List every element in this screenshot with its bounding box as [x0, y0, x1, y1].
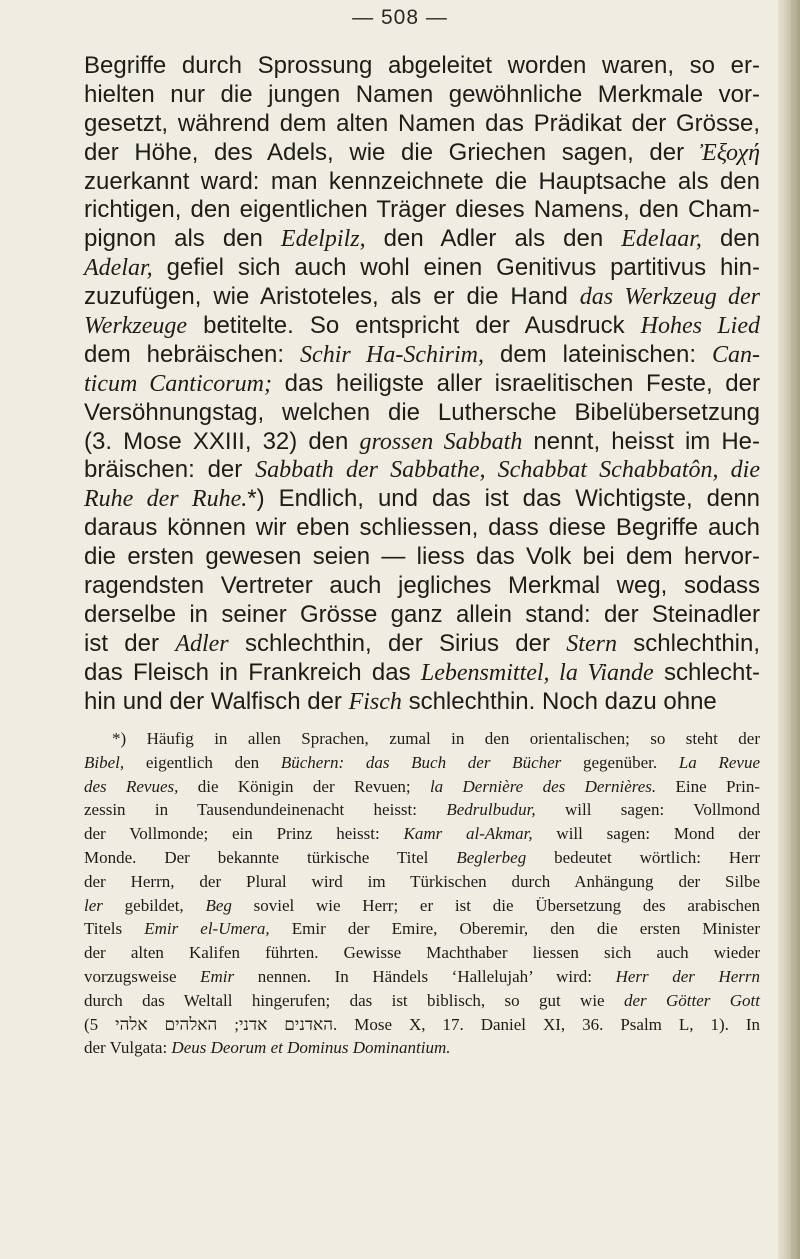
- footnote-line: *) Häufig in allen Sprachen, zumal in den orientalischen; so steht der: [112, 729, 760, 748]
- text-line: ist der Adler schlechthin, der Sirius der Stern schlechthin,: [84, 629, 761, 657]
- text-line: Ruhe der Ruhe.*) Endlich, und das ist das Wichtigste, denn: [84, 485, 761, 513]
- page-number: — 508 —: [352, 6, 448, 29]
- text-line: zuzufügen, wie Aristoteles, als er die Hand das Werkzeug der: [84, 283, 761, 311]
- text-line: bräischen: der Sabbath der Sabbathe, Schabbat Schabbatôn, die: [84, 456, 760, 484]
- text-line: Werkzeuge betitelte. So entspricht der Ausdruck Hohes Lied: [84, 312, 761, 340]
- text-line: der Höhe, des Adels, wie die Griechen sagen, der Ἐξοχή: [84, 138, 760, 166]
- footnote-line: der Vollmonde; ein Prinz heisst: Kamr al-Akmar, will sagen: Mond der: [84, 824, 761, 844]
- text-line: (3. Mose XXIII, 32) den grossen Sabbath nennt, heisst im He-: [84, 427, 761, 455]
- text-line: Versöhnungstag, welchen die Luthersche Bibelübersetzung: [84, 398, 760, 426]
- footnote-line: Titels Emir el-Umera, Emir der Emire, Oberemir, den die ersten Minister: [84, 919, 761, 939]
- greek-term: Ἐξοχή: [699, 139, 760, 166]
- text-line: ticum Canticorum; das heiligste aller israelitischen Feste, der: [84, 369, 760, 397]
- footnote-line: Monde. Der bekannte türkische Titel Beglerbeg bedeutet wörtlich: Herr: [84, 847, 761, 867]
- text-line: derselbe in seiner Grösse ganz allein stand: der Steinadler: [84, 600, 760, 628]
- text-line: das Fleisch in Frankreich das Lebensmittel, la Viande schlecht-: [84, 658, 761, 686]
- text-line: pignon als den Edelpilz, den Adler als den Edelaar, den: [84, 225, 761, 253]
- footnote-line: ler gebildet, Beg soviel wie Herr; er ist die Übersetzung des arabischen: [84, 895, 761, 915]
- page-edge-shadow: [778, 0, 800, 1259]
- text-line: hin und der Walfisch der Fisch schlechthin. Noch dazu ohne: [84, 687, 717, 715]
- page-edge-line: [791, 0, 794, 1259]
- footnote-marker: *): [247, 485, 265, 513]
- footnote-line: der Vulgata: Deus Deorum et Dominus Dominantium.: [84, 1038, 451, 1058]
- footnote-line: vorzugsweise Emir nennen. In Händels ‘Hallelujah’ wird: Herr der Herrn: [84, 966, 761, 986]
- text-line: die ersten gewesen seien — liess das Volk bei dem hervor-: [84, 543, 760, 571]
- text-line: zuerkannt ward: man kennzeichnete die Hauptsache als den: [84, 167, 760, 195]
- footnote-line: der alten Kalifen führten. Gewisse Machthaber liessen sich auch wieder: [84, 943, 760, 963]
- main-paragraph: [84, 52, 760, 716]
- footnote-line: zessin in Tausendundeinenacht heisst: Bedrulbudur, will sagen: Vollmond: [84, 800, 760, 820]
- footnote-line: (האדנים אדני; האלהים אלהי 5. Mose X, 17. Daniel XI, 36. Psalm L, 1). In: [84, 1014, 761, 1034]
- footnote-line: des Revues, die Königin der Revuen; la Dernière des Dernières. Eine Prin-: [84, 776, 761, 796]
- footnote-line: durch das Weltall hingerufen; das ist biblisch, so gut wie der Götter Gott: [84, 990, 760, 1010]
- footnote-line: Bibel, eigentlich den Büchern: das Buch der Bücher gegenüber. La Revue: [84, 752, 761, 772]
- text-line: Adelar, gefiel sich auch wohl einen Genitivus partitivus hin-: [84, 254, 761, 282]
- footnote: [84, 727, 760, 1060]
- hebrew-text: (האדנים אדני; האלהים אלהי: [84, 1014, 334, 1034]
- text-line: gesetzt, während dem alten Namen das Prädikat der Grösse,: [84, 109, 760, 137]
- footnote-line: der Herrn, der Plural wird im Türkischen durch Anhängung der Silbe: [84, 871, 760, 891]
- text-line: ragendsten Vertreter auch jegliches Merkmal weg, sodass: [84, 572, 760, 600]
- text-line: hielten nur die jungen Namen gewöhnliche Merkmale vor-: [84, 80, 760, 108]
- text-line: daraus können wir eben schliessen, dass diese Begriffe auch: [84, 514, 760, 542]
- text-line: Begriffe durch Sprossung abgeleitet worden waren, so er-: [84, 52, 760, 79]
- text-line: dem hebräischen: Schir Ha-Schirim, dem lateinischen: Can-: [84, 340, 761, 368]
- text-line: richtigen, den eigentlichen Träger dieses Namens, den Cham-: [84, 196, 760, 224]
